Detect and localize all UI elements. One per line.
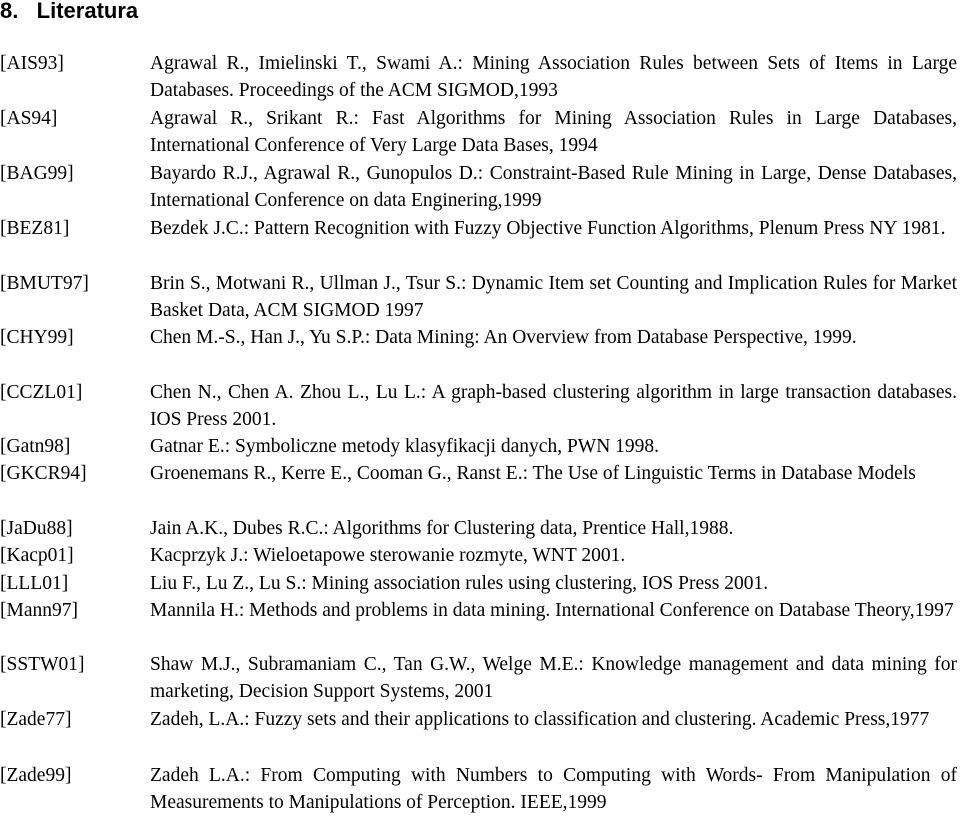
reference-key: [BAG99] [0,163,74,184]
reference-key: [Zade77] [0,709,72,730]
reference-key: [JaDu88] [0,518,73,539]
reference-text: Groenemans R., Kerre E., Cooman G., Ranst E.: The Use of Linguistic Terms in Database Models [150,463,916,484]
reference-text: Chen M.-S., Han J., Yu S.P.: Data Mining: An Overview from Database Perspective, 1999. [150,327,857,348]
reference-key: [Zade99] [0,765,72,786]
reference-key: [BMUT97] [0,273,89,294]
reference-text: Agrawal R., Srikant R.: Fast Algorithms for Mining Association Rules in Large Databases, International Conference of Very Large Data Bases, 1994 [150,108,957,156]
reference-text: Bezdek J.C.: Pattern Recognition with Fuzzy Objective Function Algorithms, Plenum Press NY 1981. [150,218,946,239]
reference-key: [LLL01] [0,573,69,594]
section-heading: 8. Literatura [0,0,139,23]
reference-text: Shaw M.J., Subramaniam C., Tan G.W., Welge M.E.: Knowledge management and data mining for marketing, Decision Support Systems, 2001 [150,654,957,702]
reference-key: [CCZL01] [0,382,83,403]
reference-key: [AS94] [0,108,58,129]
reference-text: Mannila H.: Methods and problems in data mining. International Conference on Database Theory,1997 [150,600,954,621]
reference-key: [AIS93] [0,53,64,74]
reference-text: Gatnar E.: Symboliczne metody klasyfikacji danych, PWN 1998. [150,436,660,457]
reference-key: [Kacp01] [0,545,74,566]
reference-text: Liu F., Lu Z., Lu S.: Mining association rules using clustering, IOS Press 2001. [150,573,769,594]
reference-text: Zadeh L.A.: From Computing with Numbers to Computing with Words- From Manipulation of Measurements to Manipulations of Perception. IEEE,1999 [150,765,957,813]
reference-key: [Gatn98] [0,436,71,457]
reference-key: [BEZ81] [0,218,70,239]
reference-key: [CHY99] [0,327,74,348]
reference-text: Bayardo R.J., Agrawal R., Gunopulos D.: Constraint-Based Rule Mining in Large, Dense Databases, International Conference on data Enginering,1999 [150,163,957,211]
reference-key: [Mann97] [0,600,78,621]
reference-text: Jain A.K., Dubes R.C.: Algorithms for Clustering data, Prentice Hall,1988. [150,518,734,539]
reference-text: Chen N., Chen A. Zhou L., Lu L.: A graph-based clustering algorithm in large transaction databases. IOS Press 2001. [150,382,957,430]
reference-text: Kacprzyk J.: Wieloetapowe sterowanie rozmyte, WNT 2001. [150,545,626,566]
reference-key: [GKCR94] [0,463,87,484]
reference-text: Agrawal R., Imielinski T., Swami A.: Mining Association Rules between Sets of Items in Large Databases. Proceedings of the ACM SIGMOD,1993 [150,53,957,101]
reference-key: [SSTW01] [0,654,85,675]
reference-text: Brin S., Motwani R., Ullman J., Tsur S.: Dynamic Item set Counting and Implication Rules for Market Basket Data, ACM SIGMOD 1997 [150,273,957,321]
reference-text: Zadeh, L.A.: Fuzzy sets and their applications to classification and clustering. Academic Press,1977 [150,709,930,730]
